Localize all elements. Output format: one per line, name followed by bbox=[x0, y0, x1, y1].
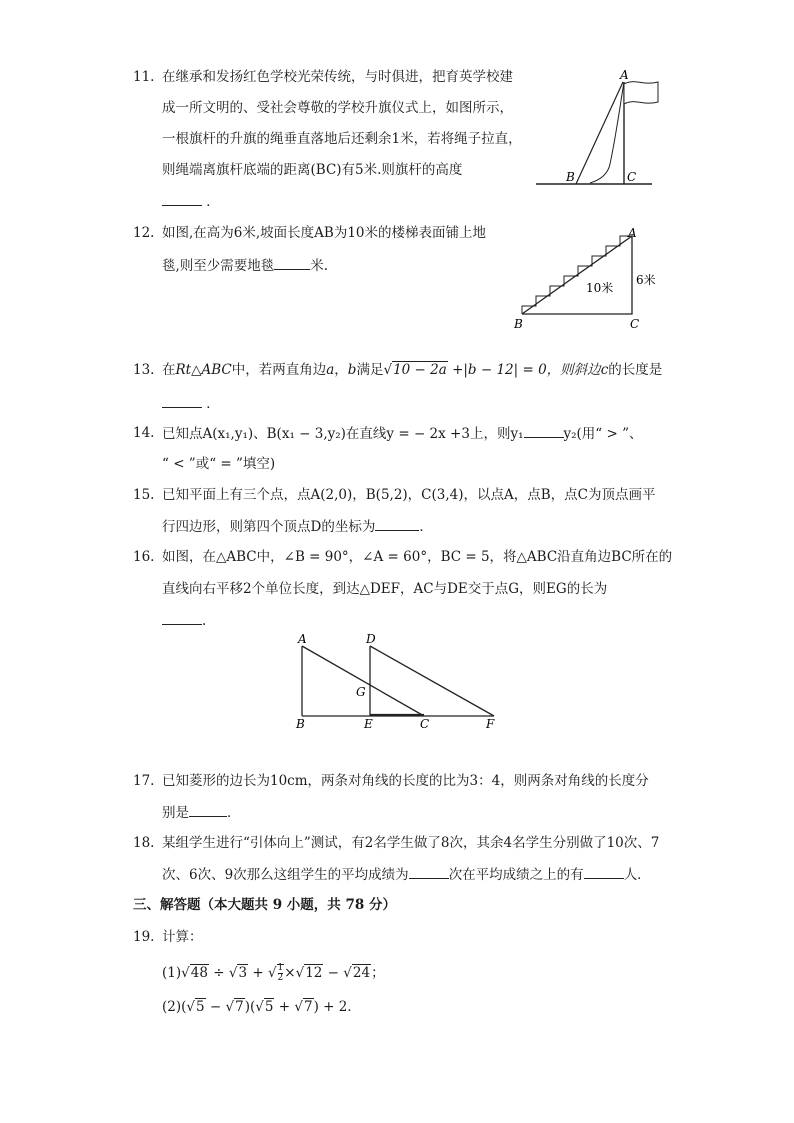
q19-part1 bbox=[162, 962, 385, 984]
q13-text-g: 满足 bbox=[356, 362, 384, 378]
q18-number: 18. bbox=[133, 835, 155, 851]
q12-label-c: C bbox=[630, 317, 640, 331]
q17-text-a: 别是 bbox=[162, 805, 189, 821]
q19-number: 19. bbox=[133, 929, 155, 945]
q14-answer-blank[interactable] bbox=[524, 424, 564, 438]
q11-period: ． bbox=[206, 194, 220, 210]
q13-var-c: c bbox=[600, 362, 609, 378]
q18-answer-blank-1[interactable] bbox=[409, 865, 449, 879]
q19-p1-frac-num: 1 bbox=[277, 963, 284, 973]
q19-p1-div: ÷ bbox=[208, 965, 229, 981]
q11-flagpole-figure bbox=[530, 66, 660, 191]
q12-stairs-figure bbox=[510, 224, 660, 336]
q11-number: 11. bbox=[133, 69, 155, 85]
q11-label-a: A bbox=[620, 68, 629, 82]
q17-line1: 已知菱形的边长为10cm，两条对角线的长度的比为3：4，则两条对角线的长度分 bbox=[162, 773, 649, 789]
q11-label-c: C bbox=[627, 170, 637, 184]
q13-line1 bbox=[162, 361, 662, 379]
q13-triangle-name: Rt△ABC bbox=[175, 362, 232, 378]
q13-abs-expr: +|b − 12| = 0，则斜边 bbox=[447, 362, 601, 378]
q18-line1: 某组学生进行“引体向上”测试，有2名学生做了8次，其余4名学生分别做了10次、7 bbox=[162, 835, 660, 851]
q12-unit: 米. bbox=[310, 258, 329, 274]
q16-triangle-figure bbox=[290, 628, 510, 736]
q13-var-a: a bbox=[326, 362, 335, 378]
q19-p1-sqrt-sign-5: √ bbox=[343, 965, 352, 981]
q13-answer-blank[interactable] bbox=[162, 394, 202, 408]
q19-p2-sqrt-7b: 7 bbox=[303, 999, 313, 1015]
q13-text-c: 中，若两直角边 bbox=[231, 362, 327, 378]
q17-line2 bbox=[162, 803, 241, 822]
q16-line2: 直线向右平移2个单位长度，到达△DEF，AC与DE交于点G，则EG的长为 bbox=[162, 581, 608, 597]
q18-answer-blank-2[interactable] bbox=[584, 865, 624, 879]
q12-label-b: B bbox=[514, 317, 523, 331]
q19-intro: 计算： bbox=[162, 929, 203, 945]
q19-p1-sqrt-12: 12 bbox=[305, 965, 323, 981]
q13-var-b: b bbox=[347, 362, 357, 378]
q19-p2-sqrt-5a: 5 bbox=[196, 999, 205, 1015]
q15-text-a: 行四边形，则第四个顶点D的坐标为 bbox=[162, 519, 376, 535]
q13-text-k: 的长度是 bbox=[608, 362, 663, 378]
q13-sqrt-sign: √ bbox=[383, 362, 393, 378]
q11-line4: 则绳端离旗杆底端的距离(BC)有5米.则旗杆的高度 bbox=[162, 162, 463, 178]
q18-text-b: 次在平均成绩之上的有 bbox=[448, 867, 584, 883]
q19-p2-paren: )( bbox=[244, 999, 256, 1015]
q19-p2-minus: − bbox=[205, 999, 226, 1015]
q12-height-label: 6米 bbox=[636, 273, 656, 287]
q15-number: 15. bbox=[133, 487, 155, 503]
q11-line1: 在继承和发扬红色学校光荣传统，与时俱进，把育英学校建 bbox=[162, 69, 513, 85]
q14-number: 14. bbox=[133, 425, 155, 441]
q16-answer-line bbox=[162, 611, 206, 630]
q13-period: ． bbox=[206, 396, 220, 412]
q16-label-b: B bbox=[296, 717, 305, 731]
q11-line3: 一根旗杆的升旗的绳垂直落地后还剩余1米，若将绳子拉直， bbox=[162, 131, 522, 147]
q19-p2-sqrt-sign-3: √ bbox=[255, 999, 264, 1015]
q12-line2 bbox=[162, 256, 328, 275]
q11-label-b: B bbox=[566, 170, 575, 184]
q13-sqrt-content: 10 − 2a bbox=[393, 362, 447, 378]
q11-hanging-rope bbox=[590, 82, 624, 183]
q16-label-d: D bbox=[366, 632, 376, 646]
q13-text-a: 在 bbox=[162, 362, 176, 378]
q19-p2-sqrt-5b: 5 bbox=[264, 999, 274, 1015]
q12-line2-text: 毯,则至少需要地毯 bbox=[162, 258, 275, 274]
q16-number: 16. bbox=[133, 549, 155, 565]
q14-text-b: y₂(用“ > ”、 bbox=[563, 426, 643, 442]
q19-p1-sqrt-48: 48 bbox=[190, 965, 208, 981]
q19-p1-sqrt-24: 24 bbox=[352, 965, 371, 981]
q14-line1 bbox=[162, 424, 643, 443]
q12-slope-label: 10米 bbox=[586, 281, 614, 295]
q12-triangle bbox=[522, 236, 632, 314]
q12-number: 12. bbox=[133, 225, 155, 241]
q18-line2 bbox=[162, 865, 651, 884]
q18-text-a: 次、6次、9次那么这组学生的平均成绩为 bbox=[162, 867, 409, 883]
q19-p2-sqrt-sign-2: √ bbox=[225, 999, 235, 1015]
section-3-heading: 三、解答题（本大题共 9 小题，共 78 分） bbox=[133, 897, 396, 913]
q16-label-e: E bbox=[364, 717, 373, 731]
q12-answer-blank[interactable] bbox=[274, 256, 310, 270]
q11-line2: 成一所文明的、受社会尊敬的学校升旗仪式上，如图所示， bbox=[162, 100, 513, 116]
q15-period: ． bbox=[419, 519, 433, 535]
q16-label-f: F bbox=[486, 717, 495, 731]
q19-p2-sqrt-7a: 7 bbox=[235, 999, 244, 1015]
q11-answer-line bbox=[162, 192, 220, 211]
q19-p1-minus: − bbox=[323, 965, 344, 981]
q19-p1-semicolon: ； bbox=[371, 965, 385, 981]
q13-comma: ， bbox=[334, 362, 348, 378]
q19-p1-frac-den: 2 bbox=[277, 973, 284, 983]
q16-answer-blank[interactable] bbox=[162, 611, 202, 625]
q13-number: 13. bbox=[133, 362, 155, 378]
q19-p2-tail: ) + 2． bbox=[313, 999, 361, 1015]
q16-label-a: A bbox=[298, 632, 307, 646]
q19-p1-times: × bbox=[284, 965, 296, 981]
q17-period: ． bbox=[227, 805, 241, 821]
q16-label-g: G bbox=[356, 685, 366, 699]
q16-period: . bbox=[202, 613, 207, 629]
q19-p1-sqrt-3: 3 bbox=[238, 965, 248, 981]
q19-p1-sqrt-sign-1: √ bbox=[181, 965, 190, 981]
q16-side-df bbox=[370, 646, 494, 716]
q19-p1-fraction bbox=[278, 964, 284, 983]
q16-label-c: C bbox=[420, 717, 430, 731]
q19-p2-sqrt-sign-4: √ bbox=[294, 999, 303, 1015]
q19-p2-label: (2)( bbox=[162, 999, 187, 1015]
q19-p1-sqrt-sign-4: √ bbox=[295, 965, 305, 981]
q15-answer-blank[interactable] bbox=[375, 517, 419, 531]
q18-text-c: 人． bbox=[623, 867, 651, 883]
q15-line2 bbox=[162, 517, 433, 536]
q19-p1-sqrt-sign-2: √ bbox=[228, 965, 238, 981]
q19-part2 bbox=[162, 998, 361, 1016]
q12-label-a: A bbox=[628, 226, 637, 240]
q16-line1: 如图，在△ABC中，∠B = 90°，∠A = 60°，BC = 5，将△ABC沿直角边BC所在的 bbox=[162, 549, 673, 565]
q19-p1-sqrt-sign-3: √ bbox=[267, 965, 277, 981]
q14-text-a: 已知点A(x₁,y₁)、B(x₁ − 3,y₂)在直线y = − 2x +3上，则y₁ bbox=[162, 426, 524, 442]
q16-side-ac bbox=[302, 646, 424, 716]
q14-line2: “ < ”或“ = ”填空) bbox=[162, 456, 276, 472]
q15-line1: 已知平面上有三个点，点A(2,0)，B(5,2)，C(3,4)，以点A，点B，点C为顶点画平 bbox=[162, 487, 656, 503]
q19-p1-label: (1) bbox=[162, 965, 182, 981]
q17-number: 17. bbox=[133, 773, 155, 789]
q13-answer-line bbox=[162, 394, 220, 413]
q17-answer-blank[interactable] bbox=[189, 803, 227, 817]
q19-p2-plus: + bbox=[274, 999, 295, 1015]
q19-p2-sqrt-sign-1: √ bbox=[186, 999, 195, 1015]
q11-answer-blank[interactable] bbox=[162, 192, 202, 206]
q19-p1-plus: + bbox=[248, 965, 268, 981]
q12-line1: 如图,在高为6米,坡面长度AB为10米的楼梯表面铺上地 bbox=[162, 225, 487, 241]
q11-flag bbox=[624, 82, 658, 104]
